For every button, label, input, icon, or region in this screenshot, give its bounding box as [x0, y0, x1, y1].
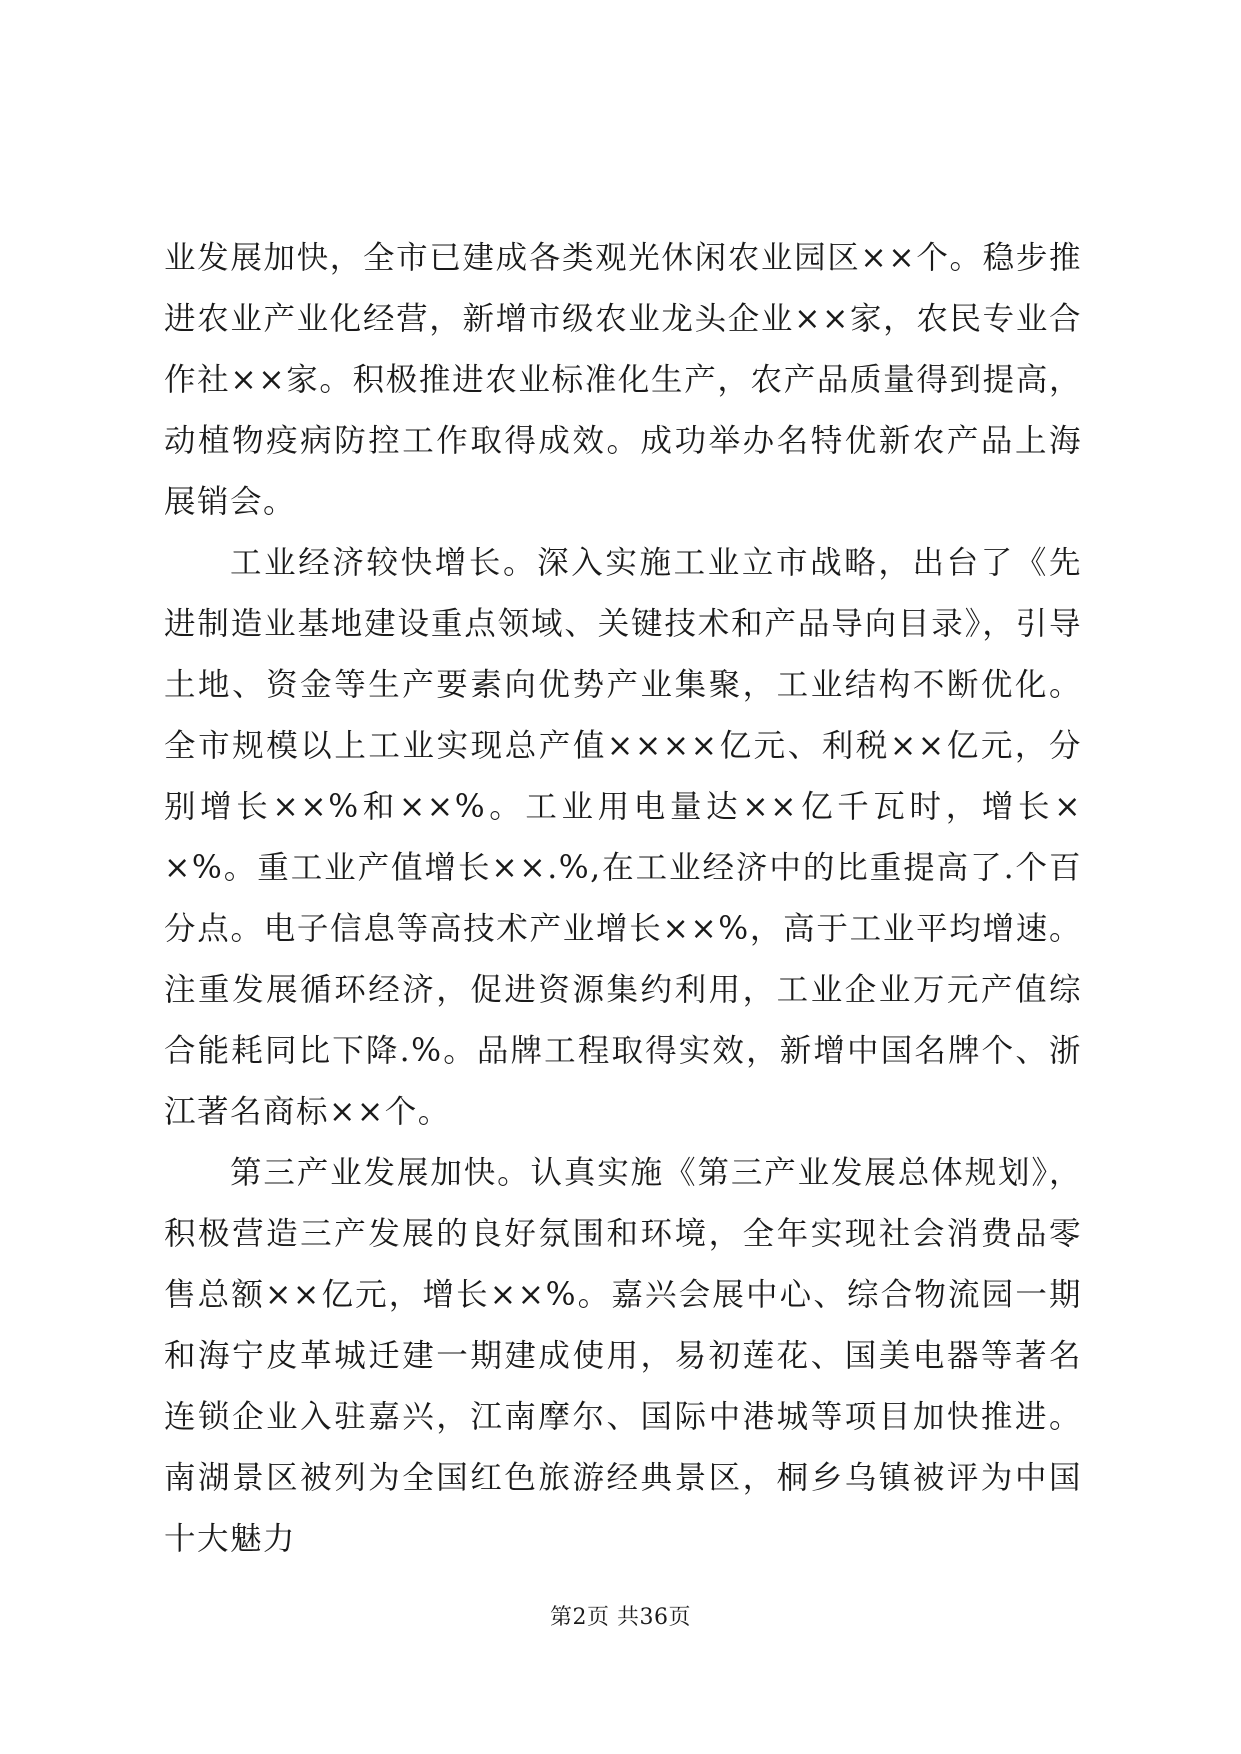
paragraph-industry: 工业经济较快增长。深入实施工业立市战略，出台了《先进制造业基地建设重点领域、关键技术和产品导向目录》，引导土地、资金等生产要素向优势产业集聚，工业结构不断优化。全市规模以上工业实现总产值××××亿元、利税××亿元，分别增长××%和××%。工业用电量达××亿千瓦时，增长××%。重工业产值增长××.%,在工业经济中的比重提高了.个百分点。电子信息等高技术产业增长××%，高于工业平均增速。注重发展循环经济，促进资源集约利用，工业企业万元产值综合能耗同比下降.%。品牌工程取得实效，新增中国名牌个、浙江著名商标××个。 — [164, 545, 1082, 1130]
page-footer: 第2页 共36页 — [550, 1605, 691, 1630]
document-body — [164, 228, 1082, 1570]
paragraph-tertiary-industry: 第三产业发展加快。认真实施《第三产业发展总体规划》，积极营造三产发展的良好氛围和环境，全年实现社会消费品零售总额××亿元，增长××%。嘉兴会展中心、综合物流园一期和海宁皮革城迁建一期建成使用，易初莲花、国美电器等著名连锁企业入驻嘉兴，江南摩尔、国际中港城等项目加快推进。南湖景区被列为全国红色旅游经典景区，桐乡乌镇被评为中国十大魅力 — [164, 1155, 1082, 1557]
paragraph-agriculture: 业发展加快，全市已建成各类观光休闲农业园区××个。稳步推进农业产业化经营，新增市级农业龙头企业××家，农民专业合作社××家。积极推进农业标准化生产，农产品质量得到提高，动植物疫病防控工作取得成效。成功举办名特优新农产品上海展销会。 — [164, 240, 1082, 520]
